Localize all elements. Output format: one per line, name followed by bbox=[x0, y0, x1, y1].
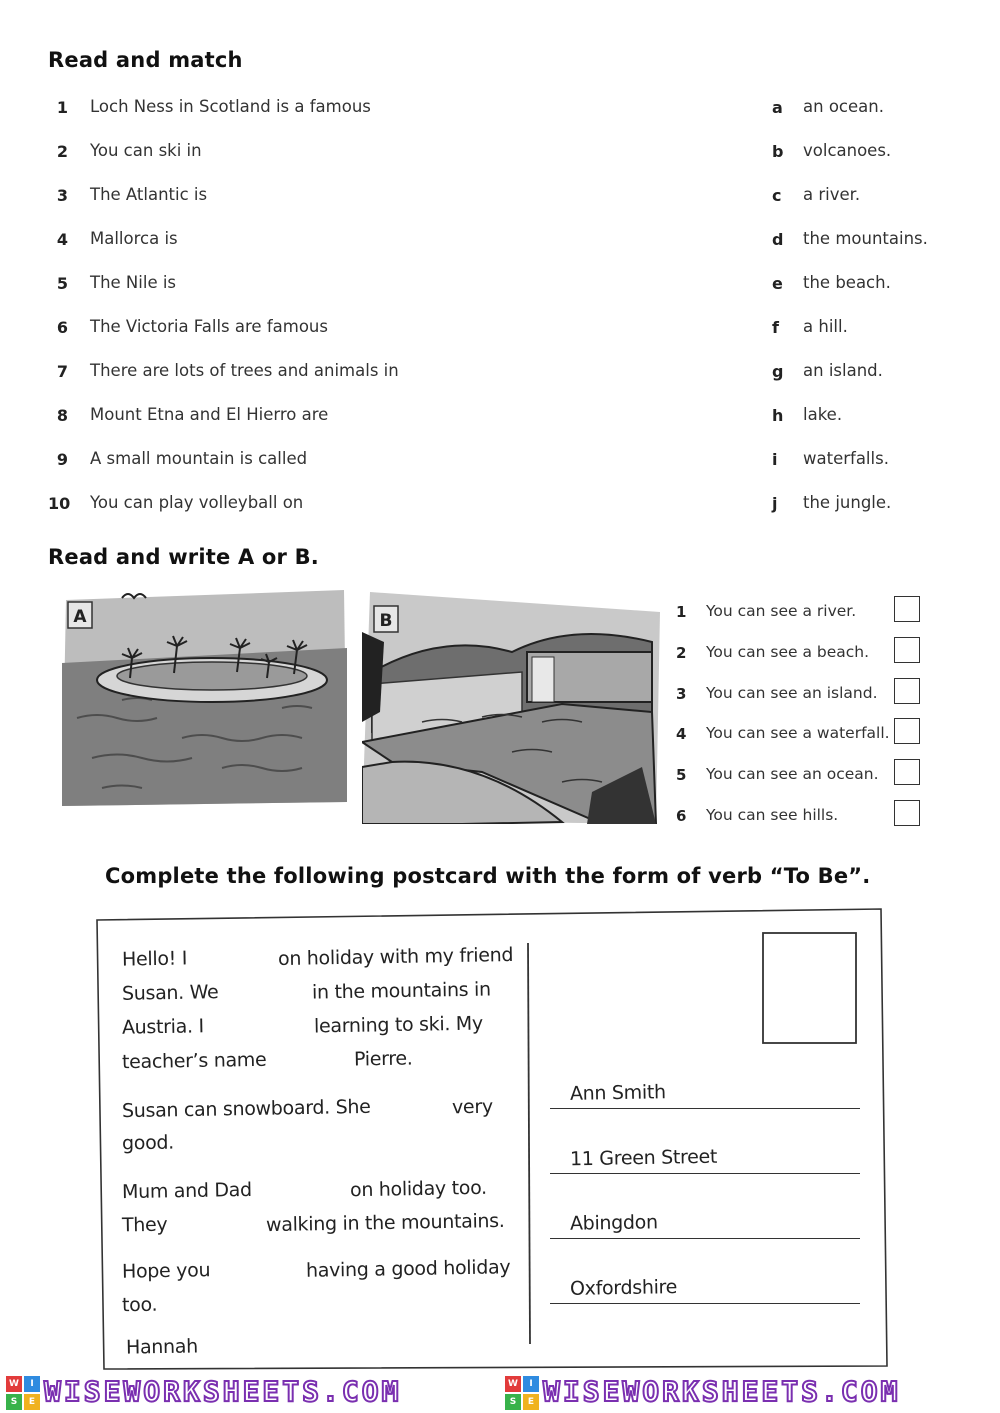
item-text: The Victoria Falls are famous bbox=[90, 317, 328, 336]
logo-letter: E bbox=[523, 1394, 539, 1410]
match-row bbox=[48, 140, 948, 166]
address-line bbox=[550, 1303, 860, 1304]
message-text: Austria. I bbox=[121, 1015, 204, 1039]
item-number: 1 bbox=[676, 603, 687, 621]
brand-logo-icon bbox=[505, 1376, 539, 1410]
item-text: There are lots of trees and animals in bbox=[90, 361, 399, 380]
item-text: You can see an ocean. bbox=[706, 765, 879, 784]
item-text: Mount Etna and El Hierro are bbox=[90, 405, 329, 424]
postcard-heading: Complete the following postcard with the form of verb “To Be”. bbox=[105, 864, 871, 888]
address-line-text: Oxfordshire bbox=[569, 1276, 678, 1300]
item-number: 10 bbox=[48, 494, 71, 513]
match-text: the mountains. bbox=[803, 229, 928, 248]
match-text: waterfalls. bbox=[803, 449, 889, 468]
match-letter: d bbox=[772, 230, 784, 249]
item-number: 3 bbox=[676, 684, 687, 703]
item-text: The Atlantic is bbox=[90, 185, 208, 204]
message-text: Susan. We bbox=[121, 981, 219, 1005]
picture-b-label: B bbox=[379, 611, 393, 631]
answer-box[interactable] bbox=[894, 637, 920, 663]
item-number: 3 bbox=[56, 186, 68, 205]
message-text: on holiday too. bbox=[349, 1176, 488, 1202]
logo-letter: I bbox=[24, 1376, 40, 1392]
item-number: 4 bbox=[56, 230, 68, 249]
answer-box[interactable] bbox=[894, 678, 920, 704]
item-text: You can see an island. bbox=[706, 683, 878, 702]
answer-box[interactable] bbox=[894, 759, 920, 785]
item-number: 5 bbox=[676, 766, 687, 785]
match-text: the jungle. bbox=[803, 493, 892, 512]
a-or-b-row bbox=[676, 596, 926, 626]
address-line-text: Ann Smith bbox=[569, 1081, 666, 1105]
logo-letter: W bbox=[505, 1376, 521, 1392]
match-text: an ocean. bbox=[803, 97, 884, 116]
match-row bbox=[48, 184, 948, 210]
message-text: They bbox=[121, 1213, 168, 1237]
logo-letter: W bbox=[6, 1376, 22, 1392]
logo-letter: I bbox=[523, 1376, 539, 1392]
message-text: teacher’s name bbox=[121, 1048, 267, 1074]
message-text: walking in the mountains. bbox=[265, 1209, 505, 1237]
footer-banner bbox=[0, 1374, 1000, 1413]
read-and-match-heading: Read and match bbox=[48, 48, 243, 72]
match-row bbox=[48, 96, 948, 122]
answer-box[interactable] bbox=[894, 596, 920, 622]
item-text: You can see a waterfall. bbox=[706, 724, 890, 743]
item-text: You can see a beach. bbox=[706, 642, 870, 661]
item-number: 4 bbox=[676, 725, 687, 744]
message-text: in the mountains in bbox=[311, 978, 491, 1004]
item-number: 5 bbox=[56, 274, 68, 293]
postcard bbox=[96, 908, 888, 1370]
match-row bbox=[48, 316, 948, 342]
message-text: too. bbox=[121, 1293, 158, 1317]
item-text: The Nile is bbox=[90, 273, 177, 292]
match-letter: b bbox=[772, 142, 784, 161]
match-text: volcanoes. bbox=[803, 141, 892, 160]
match-row bbox=[48, 228, 948, 254]
item-text: You can see a river. bbox=[706, 602, 857, 620]
message-text: Hello! I bbox=[121, 947, 188, 971]
brand-logo-icon bbox=[6, 1376, 40, 1410]
item-text: Loch Ness in Scotland is a famous bbox=[90, 97, 371, 116]
a-or-b-row bbox=[676, 800, 926, 830]
logo-letter: S bbox=[505, 1394, 521, 1410]
read-and-write-heading: Read and write A or B. bbox=[48, 545, 319, 569]
match-text: lake. bbox=[803, 405, 843, 424]
address-line bbox=[550, 1173, 860, 1174]
message-text: very bbox=[451, 1095, 493, 1119]
match-letter: a bbox=[772, 98, 783, 117]
message-text: learning to ski. My bbox=[313, 1012, 484, 1038]
signature: Hannah bbox=[125, 1335, 199, 1359]
match-row bbox=[48, 360, 948, 386]
message-text: on holiday with my friend bbox=[277, 943, 514, 971]
match-text: a hill. bbox=[803, 317, 848, 336]
item-text: You can ski in bbox=[90, 141, 202, 160]
item-number: 2 bbox=[56, 142, 68, 161]
match-letter: g bbox=[772, 362, 784, 381]
brand-text[interactable]: WISEWORKSHEETS.COM bbox=[44, 1375, 402, 1408]
logo-letter: E bbox=[24, 1394, 40, 1410]
message-text: Hope you bbox=[121, 1259, 211, 1283]
match-letter: c bbox=[772, 186, 782, 205]
picture-a-island bbox=[62, 588, 347, 806]
item-text: Mallorca is bbox=[90, 229, 178, 248]
match-letter: j bbox=[772, 494, 778, 513]
match-row bbox=[48, 404, 948, 430]
message-text: Pierre. bbox=[353, 1047, 413, 1071]
item-number: 6 bbox=[676, 807, 687, 825]
match-letter: f bbox=[772, 318, 779, 337]
match-letter: i bbox=[772, 450, 778, 469]
match-row bbox=[48, 448, 948, 474]
item-text: You can play volleyball on bbox=[90, 493, 304, 512]
message-text: Susan can snowboard. She bbox=[121, 1095, 371, 1123]
address-line bbox=[550, 1108, 860, 1109]
message-text: good. bbox=[121, 1131, 175, 1155]
item-text: You can see hills. bbox=[706, 806, 839, 824]
match-row bbox=[48, 272, 948, 298]
match-text: an island. bbox=[803, 361, 883, 380]
item-number: 8 bbox=[56, 406, 68, 425]
message-text: having a good holiday bbox=[305, 1256, 511, 1282]
answer-box[interactable] bbox=[894, 800, 920, 826]
match-text: a river. bbox=[803, 185, 861, 204]
a-or-b-row bbox=[676, 759, 926, 789]
a-or-b-row bbox=[676, 718, 926, 748]
item-number: 7 bbox=[56, 362, 68, 381]
item-number: 9 bbox=[56, 450, 68, 469]
logo-letter: S bbox=[6, 1394, 22, 1410]
item-text: A small mountain is called bbox=[90, 449, 308, 468]
match-row bbox=[48, 492, 948, 518]
a-or-b-row bbox=[676, 678, 926, 708]
match-letter: h bbox=[772, 406, 784, 425]
brand-text[interactable]: WISEWORKSHEETS.COM bbox=[543, 1375, 901, 1408]
item-number: 1 bbox=[56, 98, 68, 117]
item-number: 2 bbox=[676, 643, 687, 662]
address-line bbox=[550, 1238, 860, 1239]
a-or-b-row bbox=[676, 637, 926, 667]
message-text: Mum and Dad bbox=[121, 1178, 252, 1204]
stamp-box bbox=[763, 933, 856, 1043]
item-number: 6 bbox=[56, 318, 68, 337]
answer-box[interactable] bbox=[894, 718, 920, 744]
match-text: the beach. bbox=[803, 273, 891, 292]
match-letter: e bbox=[772, 274, 783, 293]
picture-a-label: A bbox=[73, 607, 87, 627]
address-line-text: Abingdon bbox=[569, 1211, 658, 1235]
picture-b-river-hills bbox=[362, 592, 660, 824]
address-line-text: 11 Green Street bbox=[569, 1145, 718, 1171]
